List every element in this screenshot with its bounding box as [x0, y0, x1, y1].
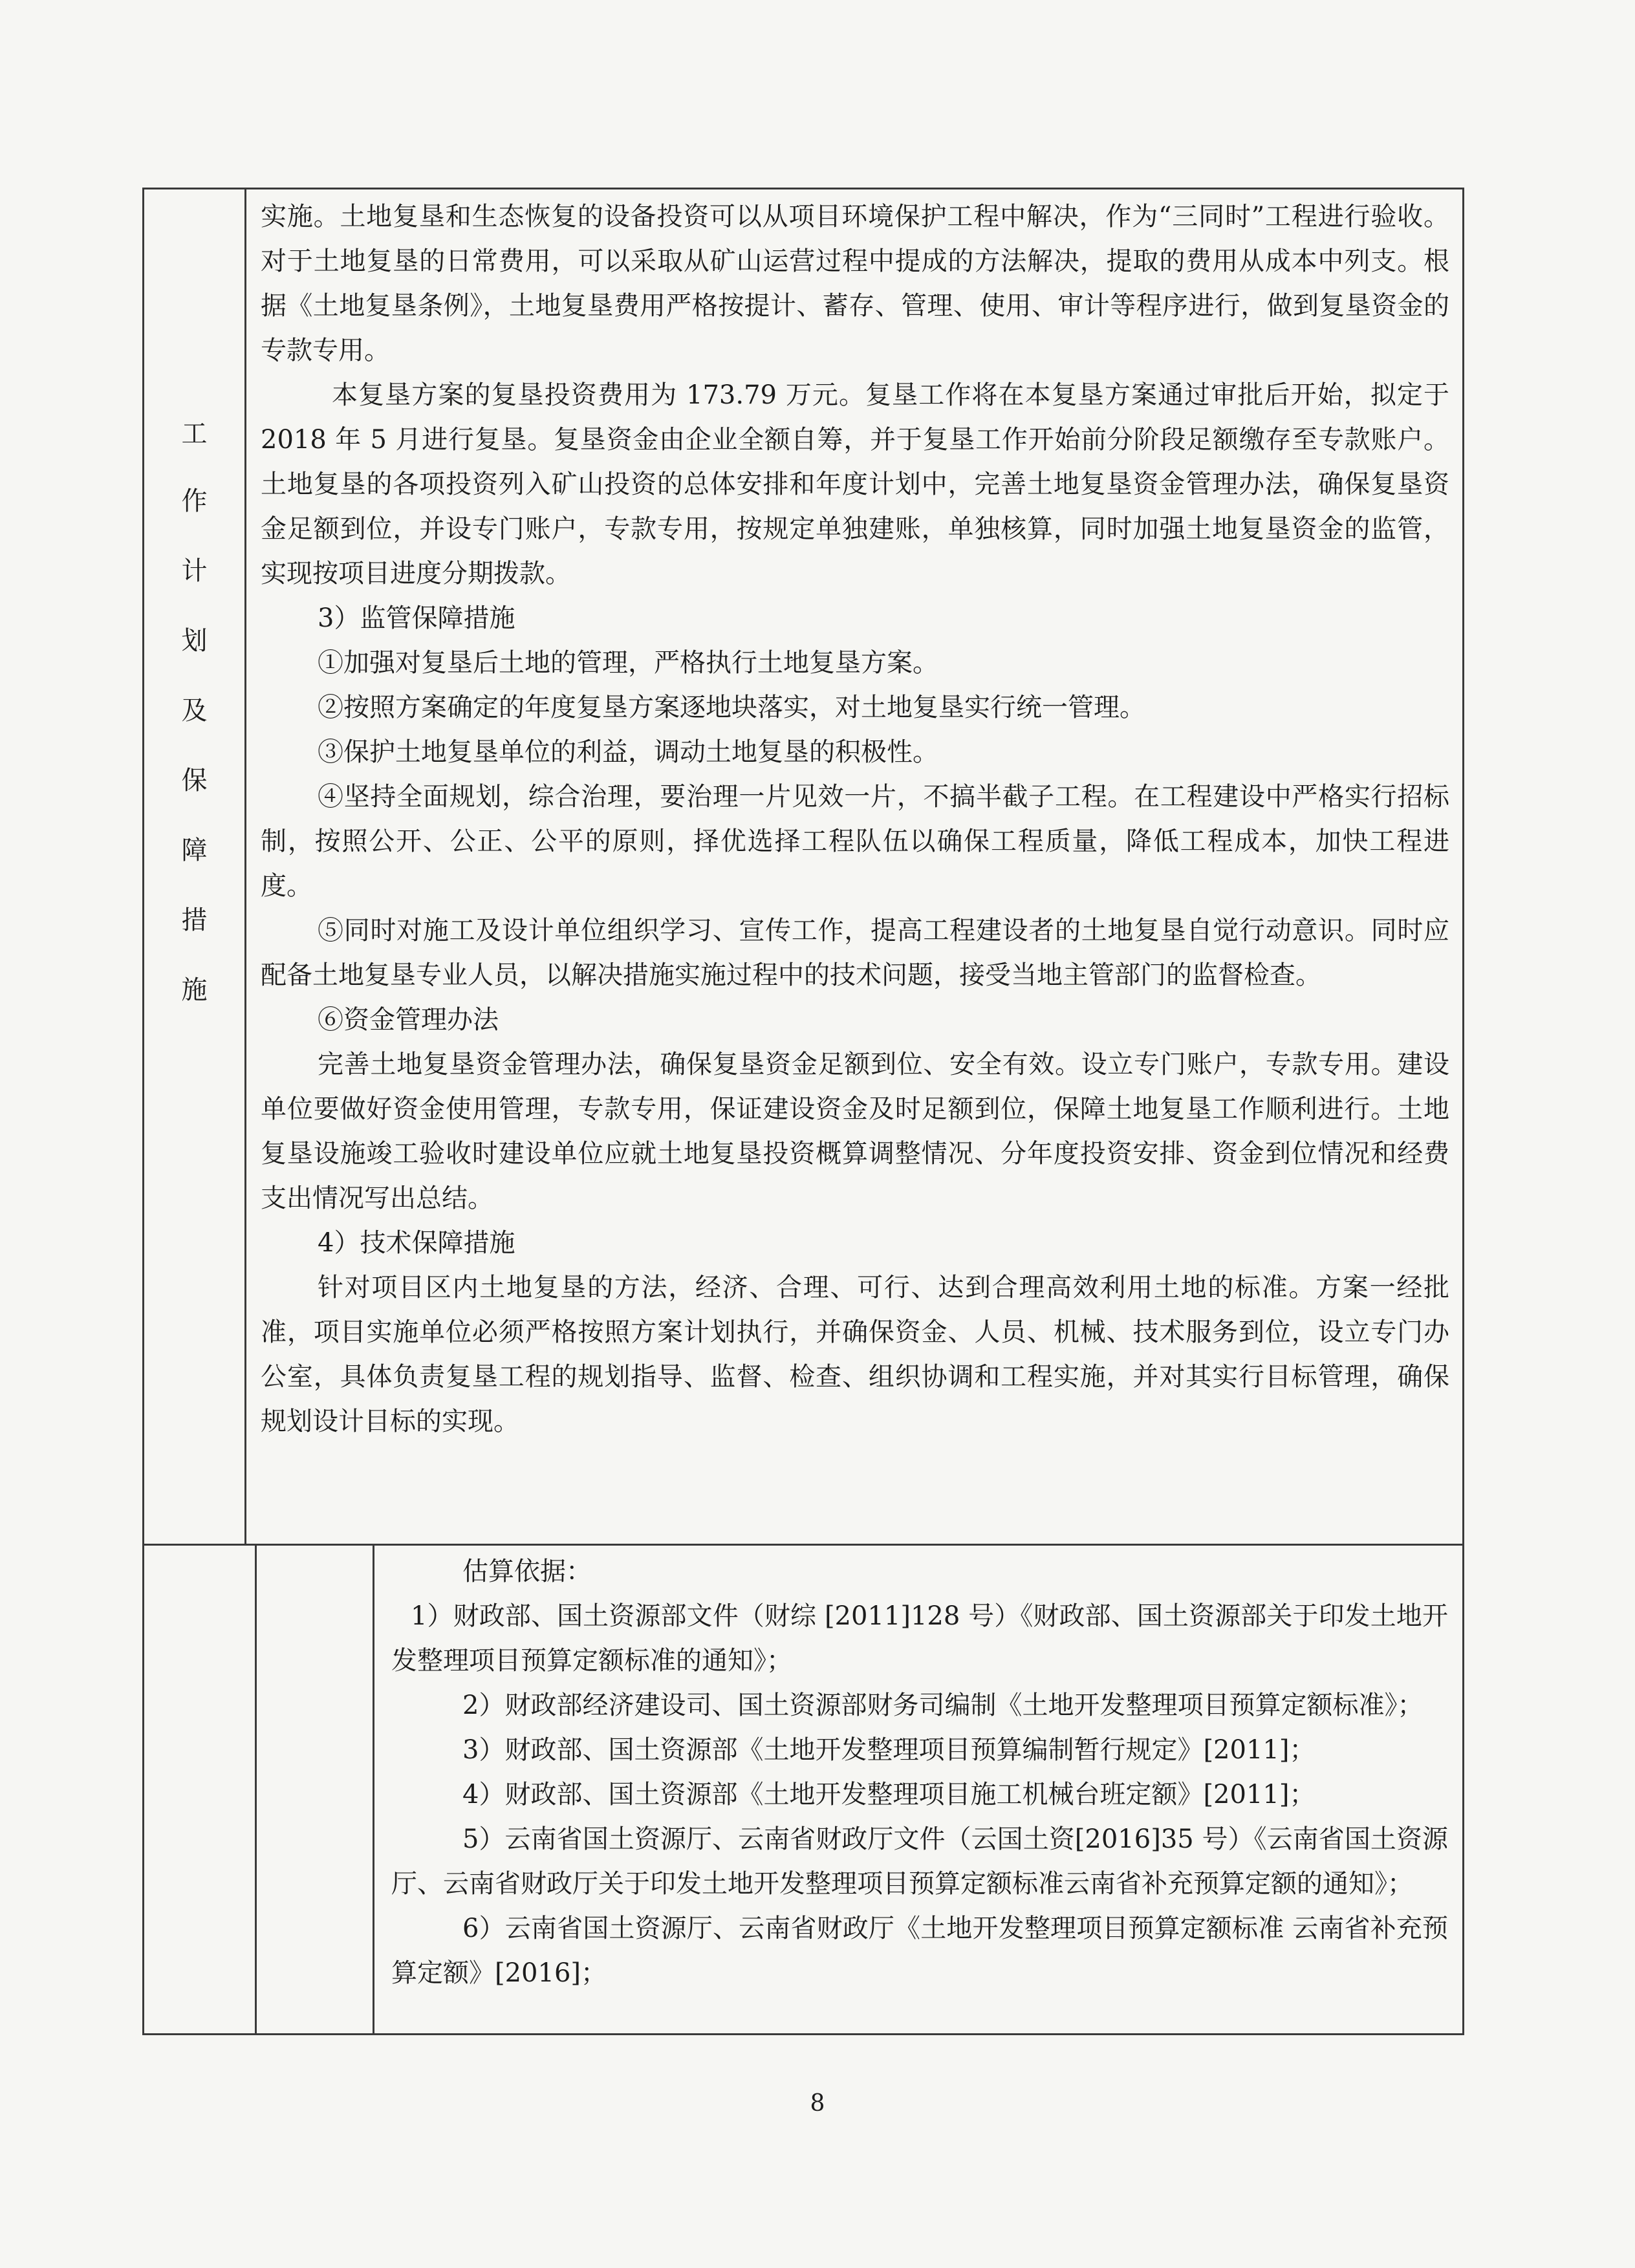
document-table	[142, 188, 1464, 2035]
section-label-char: 保	[181, 766, 208, 795]
list-item: 6）云南省国土资源厅、云南省财政厅《土地开发整理项目预算定额标准 云南省补充预算定额》[2016]；	[391, 1914, 1448, 1988]
estimate-label-cell	[144, 1546, 257, 2033]
list-item: ④坚持全面规划，综合治理，要治理一片见效一片，不搞半截子工程。在工程建设中严格实行招标制，按照公开、公正、公平的原则，择优选择工程队伍以确保工程质量，降低工程成本，加快工程进度。	[261, 782, 1449, 901]
list-item: ⑤同时对施工及设计单位组织学习、宣传工作，提高工程建设者的土地复垦自觉行动意识。同时应配备土地复垦专业人员，以解决措施实施过程中的技术问题，接受当地主管部门的监督检查。	[261, 916, 1449, 990]
section-label-char: 划	[181, 626, 208, 656]
list-item: ②按照方案确定的年度复垦方案逐地块落实，对土地复垦实行统一管理。	[318, 693, 1145, 722]
section-label-char: 作	[181, 486, 208, 516]
estimate-row	[144, 1546, 1462, 2033]
paragraph: 本复垦方案的复垦投资费用为 173.79 万元。复垦工作将在本复垦方案通过审批后开始，拟定于 2018 年 5 月进行复垦。复垦资金由企业全额自筹，并于复垦工作开始前分阶段足额缴存至专款账户。土地复垦的各项投资列入矿山投资的总体安排和年度计划中，完善土地复垦资金管理办法，确保复垦资金足额到位，并设专门账户，专款专用，按规定单独建账，单独核算，同时加强土地复垦资金的监管，实现按项目进度分期拨款。	[261, 380, 1449, 589]
estimate-heading: 估算依据：	[462, 1557, 592, 1586]
list-item: ①加强对复垦后土地的管理，严格执行土地复垦方案。	[318, 648, 938, 678]
list-item: 4）财政部、国土资源部《土地开发整理项目施工机械台班定额》[2011]；	[462, 1780, 1316, 1809]
section-label-char: 工	[181, 419, 208, 449]
estimate-sub-label-cell	[257, 1546, 374, 2033]
paragraph: 针对项目区内土地复垦的方法，经济、合理、可行、达到合理高效利用土地的标准。方案一经批准，项目实施单位必须严格按照方案计划执行，并确保资金、人员、机械、技术服务到位，设立专门办公室，具体负责复垦工程的规划指导、监督、检查、组织协调和工程实施，并对其实行目标管理，确保规划设计目标的实现。	[261, 1273, 1449, 1436]
section-heading: 3）监管保障措施	[318, 603, 515, 633]
work-plan-content	[246, 189, 1462, 1544]
list-item: 3）财政部、国土资源部《土地开发整理项目预算编制暂行规定》[2011]；	[462, 1735, 1316, 1765]
section-heading: 4）技术保障措施	[318, 1228, 515, 1258]
list-item: 2）财政部经济建设司、国土资源部财务司编制《土地开发整理项目预算定额标准》；	[462, 1690, 1424, 1720]
estimate-content	[374, 1546, 1462, 2033]
list-item: ③保护土地复垦单位的利益，调动土地复垦的积极性。	[318, 737, 938, 767]
page-number: 8	[810, 2090, 825, 2117]
list-item: 5）云南省国土资源厅、云南省财政厅文件（云国土资[2016]35 号）《云南省国土资源厅、云南省财政厅关于印发土地开发整理项目预算定额标准云南省补充预算定额的通知》；	[391, 1824, 1448, 1899]
section-label-char: 及	[181, 696, 208, 726]
paragraph: 实施。土地复垦和生态恢复的设备投资可以从项目环境保护工程中解决，作为“三同时”工程进行验收。对于土地复垦的日常费用，可以采取从矿山运营过程中提成的方法解决，提取的费用从成本中列支。根据《土地复垦条例》，土地复垦费用严格按提计、蓄存、管理、使用、审计等程序进行，做到复垦资金的专款专用。	[261, 202, 1449, 365]
work-plan-row	[144, 189, 1462, 1546]
section-label	[144, 189, 246, 1544]
section-label-char: 措	[181, 905, 208, 935]
list-item: 1）财政部、国土资源部文件（财综 [2011]128 号）《财政部、国土资源部关于印发土地开发整理项目预算定额标准的通知》；	[391, 1601, 1448, 1676]
list-item: ⑥资金管理办法	[318, 1005, 499, 1035]
section-label-char: 障	[181, 836, 208, 865]
section-label-char: 施	[181, 975, 208, 1005]
section-label-char: 计	[181, 556, 208, 586]
paragraph: 完善土地复垦资金管理办法，确保复垦资金足额到位、安全有效。设立专门账户，专款专用。建设单位要做好资金使用管理，专款专用，保证建设资金及时足额到位，保障土地复垦工作顺利进行。土地复垦设施竣工验收时建设单位应就土地复垦投资概算调整情况、分年度投资安排、资金到位情况和经费支出情况写出总结。	[261, 1050, 1449, 1213]
